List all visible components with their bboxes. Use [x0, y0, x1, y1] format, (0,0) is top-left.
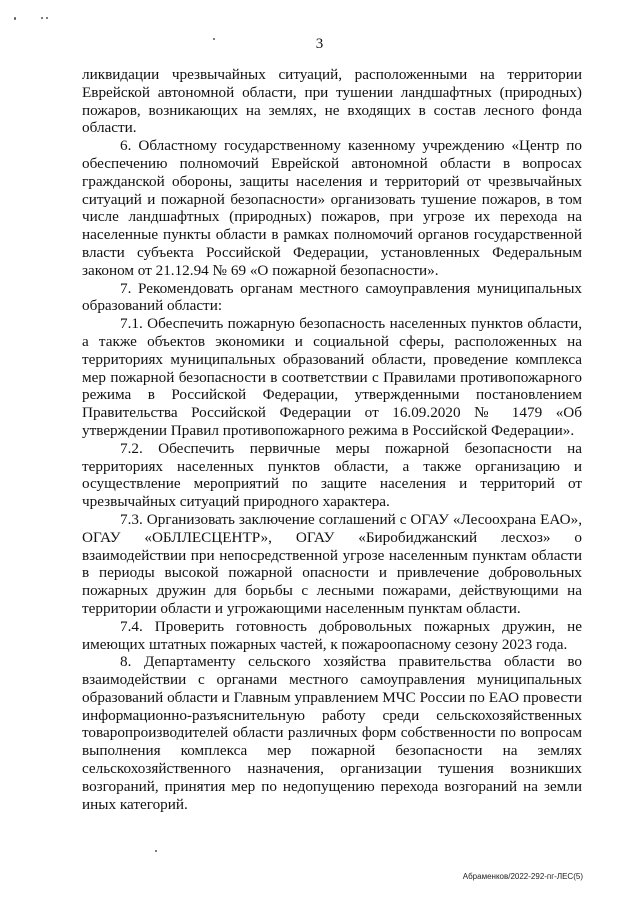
paragraph-item-8: 8. Департаменту сельского хозяйства правительства области во взаимодействии с органами местного самоуправления муниципальных образований области и Главным управлением МЧС России по ЕАО провести информационно-разъяснительную работу среди сельскохозяйственных товаропроизводителей области различных форм собственности по вопросам выполнения комплекса мер пожарной безопасности на землях сельскохозяйственного назначения, организации тушения возникших возгораний, принятия мер по недопущению перехода возгораний на земли иных категорий.: [82, 653, 582, 813]
paragraph-item-7: 7. Рекомендовать органам местного самоуправления муниципальных образований области:: [82, 279, 582, 315]
paragraph-item-6: 6. Областному государственному казенному учреждению «Центр по обеспечению полномочий Еврейской автономной области в вопросах гражданской обороны, защиты населения и территорий от чрезвычайных ситуаций и пожарной безопасности» организовать тушение пожаров, в том числе ландшафтных (природных) пожаров, при угрозе их перехода на населенные пункты области в рамках полномочий органов государственной власти субъекта Российской Федерации, установленных Федеральным законом от 21.12.94 № 69 «О пожарной безопасности».: [82, 137, 582, 279]
paragraph-item-7-1: 7.1. Обеспечить пожарную безопасность населенных пунктов области, а также объектов экономики и социальной сферы, расположенных на территориях муниципальных образований области, проведение комплекса мер пожарной безопасности в соответствии с Правилами противопожарного режима в Российской Федерации, утвержденными постановлением Правительства Российской Федерации от 16.09.2020 № 1479 «Об утверждении Правил противопожарного режима в Российской Федерации».: [82, 315, 582, 439]
scan-speck: [41, 17, 43, 19]
footer-document-code: Абраменков/2022-292-пг-ЛЕС(5): [462, 872, 583, 881]
document-body: [82, 66, 582, 813]
paragraph-item-7-4: 7.4. Проверить готовность добровольных пожарных дружин, не имеющих штатных пожарных частей, к пожароопасному сезону 2023 года.: [82, 617, 582, 653]
scan-speck: [155, 850, 157, 852]
paragraph-item-7-3: 7.3. Организовать заключение соглашений с ОГАУ «Лесоохрана ЕАО», ОГАУ «ОБЛЛЕСЦЕНТР», ОГАУ «Биробиджанский лесхоз» о взаимодействии при непосредственной угрозе населенным пунктам области в периоды высокой пожарной опасности и привлечение добровольных пожарных дружин для борьбы с лесными пожарами, действующими на территории области и угрожающими населенным пунктам области.: [82, 510, 582, 617]
scan-speck: [46, 17, 48, 19]
paragraph-continuation: ликвидации чрезвычайных ситуаций, расположенными на территории Еврейской автономной области, при тушении ландшафтных (природных) пожаров, возникающих на землях, не входящих в состав лесного фонда области.: [82, 66, 582, 137]
scan-speck: [14, 17, 16, 20]
paragraph-item-7-2: 7.2. Обеспечить первичные меры пожарной безопасности на территориях населенных пунктов области, а также организацию и осуществление мероприятий по защите населения и территорий от чрезвычайных ситуаций природного характера.: [82, 439, 582, 511]
page-number: 3: [315, 36, 324, 52]
